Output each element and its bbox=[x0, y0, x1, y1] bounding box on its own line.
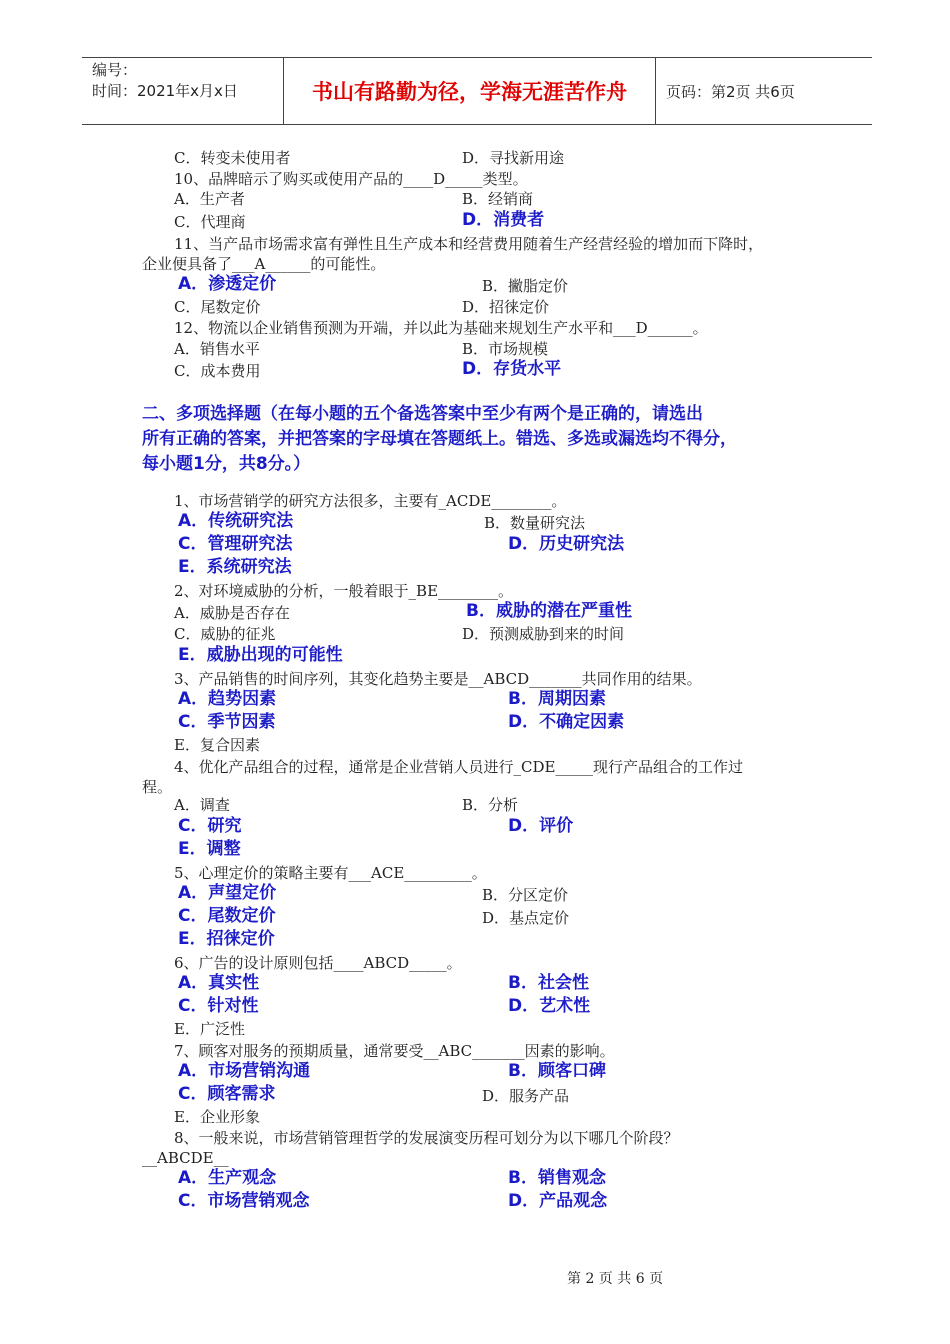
section-title-line-2: 所有正确的答案，并把答案的字母填在答题纸上。错选、多选或漏选均不得分， bbox=[142, 429, 737, 449]
text-line: B．经销商 bbox=[462, 190, 534, 208]
text-line: B．撇脂定价 bbox=[482, 277, 569, 295]
answer-option: D．历史研究法 bbox=[508, 534, 625, 554]
answer-option: E．系统研究法 bbox=[178, 557, 292, 577]
text-line: 11、当产品市场需求富有弹性且生产成本和经营费用随着生产经营经验的增加而下降时， bbox=[174, 235, 764, 253]
answer-option: C．顾客需求 bbox=[178, 1084, 276, 1104]
text-line: C．成本费用 bbox=[174, 362, 261, 380]
text-line: 3、产品销售的时间序列，其变化趋势主要是__ABCD_______共同作用的结果。 bbox=[174, 670, 702, 688]
time-label: 时间：2021年x月x日 bbox=[92, 82, 238, 100]
answer-option: B．威胁的潜在严重性 bbox=[466, 601, 632, 621]
text-line: 7、顾客对服务的预期质量，通常要受__ABC_______因素的影响。 bbox=[174, 1042, 615, 1060]
answer-option: D．评价 bbox=[508, 816, 574, 836]
text-line: 2、对环境威胁的分析，一般着眼于_BE________。 bbox=[174, 582, 514, 600]
header-motto: 书山有路勤为径，学海无涯苦作舟 bbox=[284, 58, 656, 124]
answer-option: A．声望定价 bbox=[178, 883, 277, 903]
answer-option: B．顾客口碑 bbox=[508, 1061, 606, 1081]
text-line: 6、广告的设计原则包括____ABCD_____。 bbox=[174, 954, 462, 972]
text-line: A．调查 bbox=[174, 796, 230, 814]
answer-option: B．销售观念 bbox=[508, 1168, 606, 1188]
text-line: E．复合因素 bbox=[174, 736, 260, 754]
answer-option: E．招徕定价 bbox=[178, 929, 275, 949]
answer-option: A．生产观念 bbox=[178, 1168, 277, 1188]
answer-option: A．传统研究法 bbox=[178, 511, 294, 531]
text-line: 程。 bbox=[142, 778, 173, 796]
section-title-line-1: 二、多项选择题（在每小题的五个备选答案中至少有两个是正确的，请选出 bbox=[142, 404, 703, 424]
text-line: A．生产者 bbox=[174, 190, 245, 208]
text-line: C．转变未使用者 bbox=[174, 149, 291, 167]
text-line: 企业便具备了___A______的可能性。 bbox=[142, 255, 386, 273]
answer-option: C．市场营销观念 bbox=[178, 1191, 310, 1211]
text-line: D．预测威胁到来的时间 bbox=[462, 625, 625, 643]
text-line: C．代理商 bbox=[174, 213, 246, 231]
number-label: 编号： bbox=[92, 61, 138, 79]
answer-option: C．尾数定价 bbox=[178, 906, 276, 926]
page-footer: 第 2 页 共 6 页 bbox=[567, 1271, 664, 1287]
text-line: B．分析 bbox=[462, 796, 519, 814]
answer-option: B．周期因素 bbox=[508, 689, 606, 709]
text-line: A．销售水平 bbox=[174, 340, 260, 358]
text-line: B．分区定价 bbox=[482, 886, 569, 904]
text-line: 1、市场营销学的研究方法很多，主要有_ACDE________。 bbox=[174, 492, 567, 510]
answer-option: C．针对性 bbox=[178, 996, 259, 1016]
answer-option: D．消费者 bbox=[462, 210, 545, 230]
text-line: D．招徕定价 bbox=[462, 298, 550, 316]
answer-option: A．市场营销沟通 bbox=[178, 1061, 311, 1081]
text-line: A．威胁是否存在 bbox=[174, 604, 290, 622]
answer-option: D．不确定因素 bbox=[508, 712, 625, 732]
text-line: D．基点定价 bbox=[482, 909, 570, 927]
text-line: D．服务产品 bbox=[482, 1087, 570, 1105]
answer-option: C．研究 bbox=[178, 816, 242, 836]
answer-option: C．季节因素 bbox=[178, 712, 276, 732]
text-line: 10、品牌暗示了购买或使用产品的____D_____类型。 bbox=[174, 170, 528, 188]
answer-option: D．产品观念 bbox=[508, 1191, 608, 1211]
text-line: D．寻找新用途 bbox=[462, 149, 565, 167]
header-info bbox=[82, 58, 284, 124]
answer-option: D．艺术性 bbox=[508, 996, 591, 1016]
answer-option: E．调整 bbox=[178, 839, 241, 859]
answer-option: A．渗透定价 bbox=[178, 274, 277, 294]
page-header bbox=[82, 57, 872, 125]
answer-option: C．管理研究法 bbox=[178, 534, 293, 554]
text-line: 8、一般来说，市场营销管理哲学的发展演变历程可划分为以下哪几个阶段？ bbox=[174, 1129, 679, 1147]
answer-option: A．趋势因素 bbox=[178, 689, 277, 709]
section-title-line-3: 每小题1分，共8分。） bbox=[142, 454, 311, 474]
header-page-label: 页码：第2页 共6页 bbox=[666, 82, 795, 101]
text-line: B．数量研究法 bbox=[484, 514, 586, 532]
text-line: E．广泛性 bbox=[174, 1020, 245, 1038]
text-line: __ABCDE__ bbox=[142, 1149, 229, 1167]
text-line: C．尾数定价 bbox=[174, 298, 261, 316]
answer-option: A．真实性 bbox=[178, 973, 260, 993]
text-line: B．市场规模 bbox=[462, 340, 549, 358]
text-line: 5、心理定价的策略主要有___ACE_________。 bbox=[174, 864, 487, 882]
text-line: 4、优化产品组合的过程，通常是企业营销人员进行_CDE_____现行产品组合的工作过 bbox=[174, 758, 743, 776]
text-line: E．企业形象 bbox=[174, 1108, 260, 1126]
text-line: C．威胁的征兆 bbox=[174, 625, 276, 643]
text-line: 12、物流以企业销售预测为开端，并以此为基础来规划生产水平和___D______。 bbox=[174, 319, 708, 337]
answer-option: E．威胁出现的可能性 bbox=[178, 645, 343, 665]
answer-option: B．社会性 bbox=[508, 973, 589, 993]
answer-option: D．存货水平 bbox=[462, 359, 562, 379]
